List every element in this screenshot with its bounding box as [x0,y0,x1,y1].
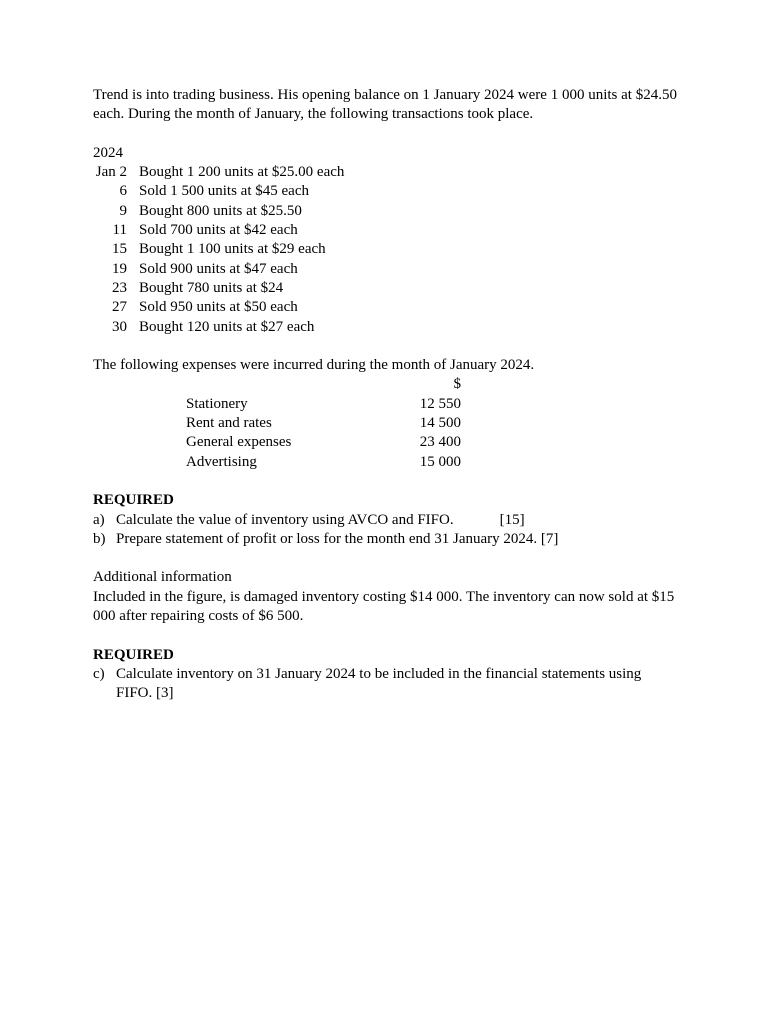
additional-heading: Additional information [93,569,232,586]
transaction-row [93,202,678,221]
required-heading: REQUIRED [93,492,174,509]
required-heading: REQUIRED [93,646,174,663]
transactions-list [93,163,678,337]
transaction-row [93,260,678,279]
question-c [93,665,678,704]
year-label: 2024 [93,144,123,161]
question-text: Calculate the value of inventory using AVCO and FIFO. [116,511,454,528]
transaction-row [93,182,678,201]
expense-amount: 15 000 [419,453,461,470]
transaction-row [93,318,678,337]
transaction-text: Bought 120 units at $27 each [139,318,315,335]
question-a [93,511,678,530]
transaction-text: Bought 1 200 units at $25.00 each [139,164,345,181]
question-text: Prepare statement of profit or loss for the month end 31 January 2024. [7] [116,530,559,547]
transaction-date: 23 [112,279,127,296]
transaction-date: 11 [112,222,127,239]
question-letter: b) [93,530,106,547]
expense-row [186,433,678,452]
transaction-row [93,298,678,317]
additional-text: Included in the figure, is damaged inventory costing $14 000. The inventory can now sold at $15 000 after repairing costs of $6 500. [93,588,675,625]
expenses-currency: $ [453,376,461,393]
transaction-date: Jan 2 [95,164,127,181]
transaction-text: Sold 950 units at $50 each [139,299,298,316]
expense-amount: 14 500 [419,415,461,432]
transaction-text: Sold 700 units at $42 each [139,222,298,239]
expense-label: Rent and rates [186,415,272,432]
question-letter: c) [93,665,105,682]
expenses-intro: The following expenses were incurred during the month of January 2024. [93,357,535,374]
question-b [93,530,678,549]
transaction-row [93,221,678,240]
question-letter: a) [93,511,105,528]
expense-label: Advertising [186,453,257,470]
transaction-text: Bought 780 units at $24 [139,279,284,296]
document-page [93,86,678,704]
question-text: Calculate inventory on 31 January 2024 to be included in the financial statements using FIFO. [3] [116,665,642,702]
transaction-row [93,279,678,298]
transaction-text: Bought 800 units at $25.50 [139,202,302,219]
transaction-row [93,163,678,182]
transaction-text: Bought 1 100 units at $29 each [139,241,326,258]
expenses-header-row [186,375,678,394]
expense-row [186,395,678,414]
transaction-date: 27 [112,299,127,316]
transaction-date: 9 [119,202,127,219]
expense-label: General expenses [186,434,292,451]
expense-row [186,453,678,472]
expense-amount: 12 550 [419,395,461,412]
transaction-text: Sold 900 units at $47 each [139,260,298,277]
expense-amount: 23 400 [419,434,461,451]
expenses-table [186,375,678,471]
transaction-text: Sold 1 500 units at $45 each [139,183,309,200]
transaction-date: 6 [119,183,127,200]
intro-paragraph: Trend is into trading business. His opening balance on 1 January 2024 were 1 000 units at $24.50 each. During the month of January, the following transactions took place. [93,87,677,123]
expense-label: Stationery [186,395,248,412]
transaction-date: 30 [112,318,127,335]
question-marks: [15] [499,511,525,528]
expense-row [186,414,678,433]
transaction-date: 19 [112,260,127,277]
transaction-row [93,240,678,259]
transaction-date: 15 [112,241,127,258]
